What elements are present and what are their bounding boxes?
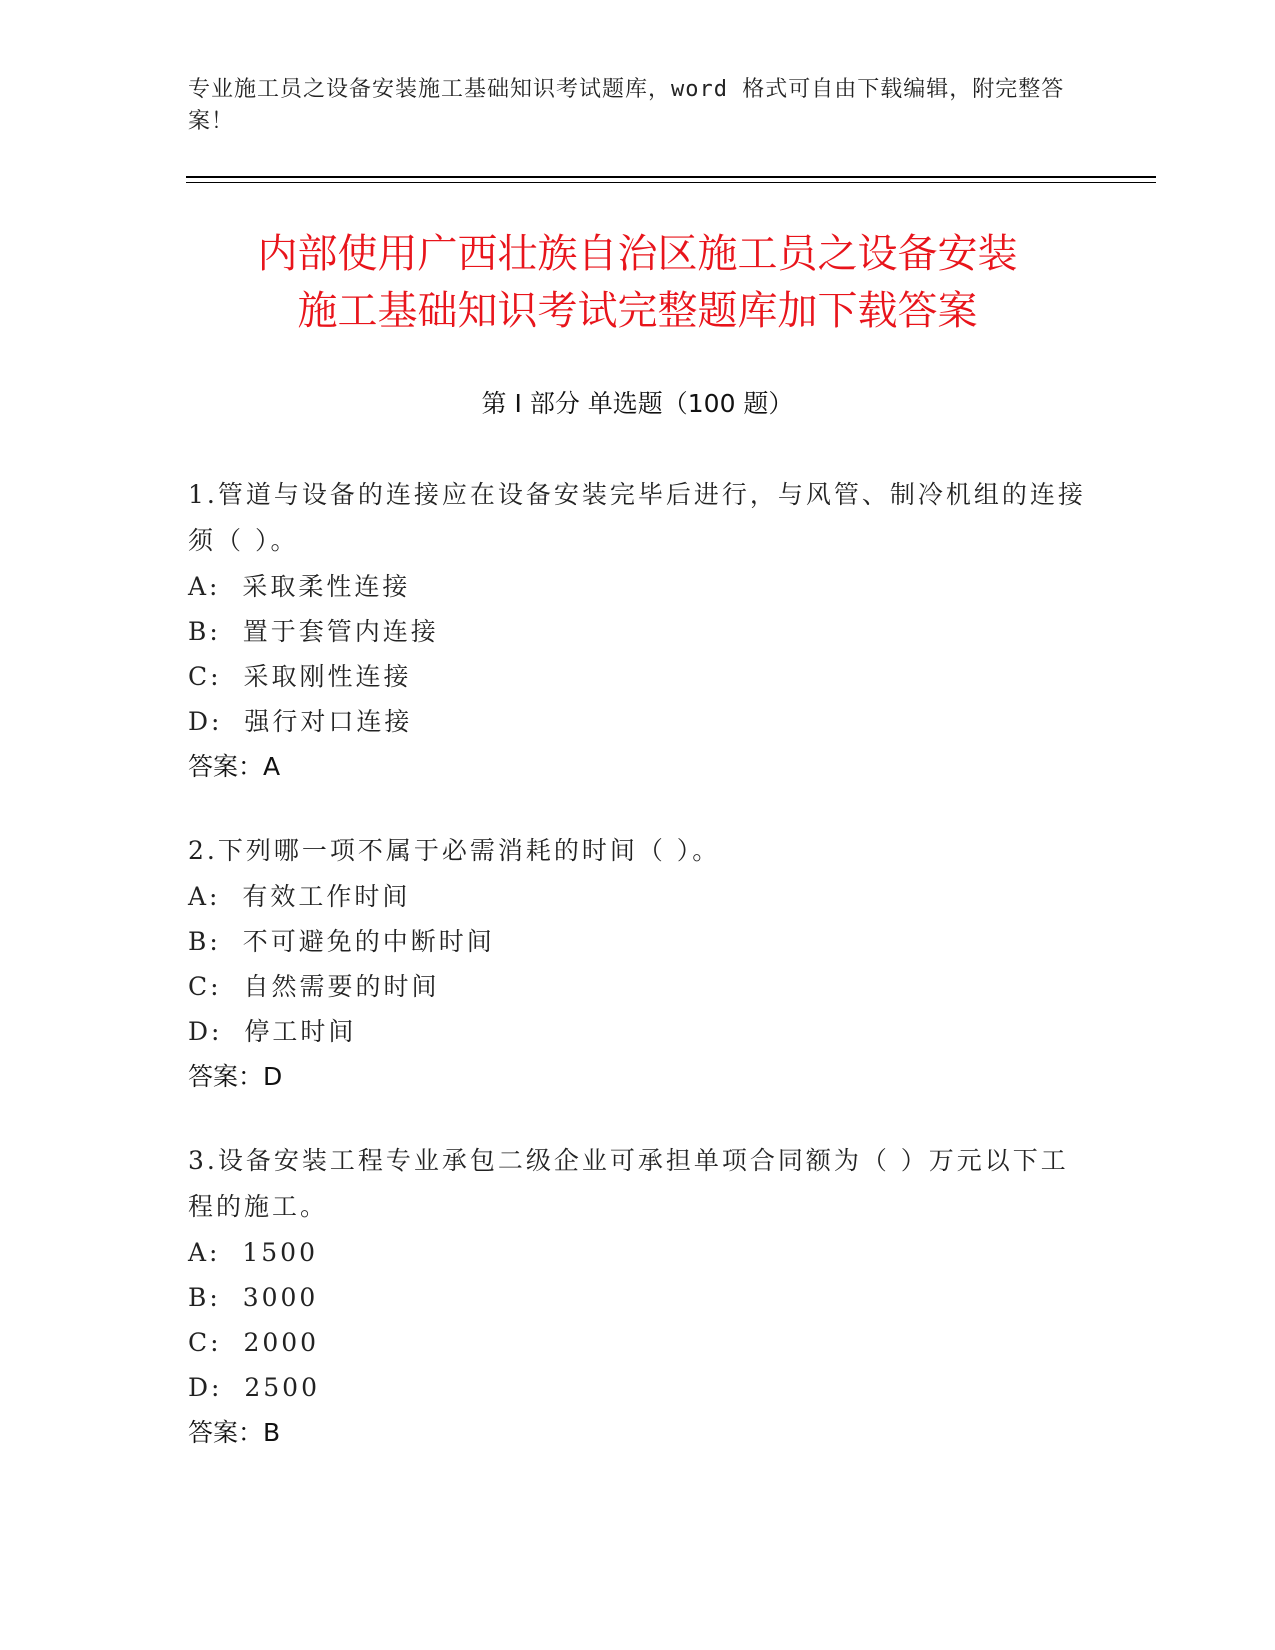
section-heading: 第 I 部分 单选题（100 题） (481, 389, 794, 418)
answer-line: 答案：B (188, 1418, 281, 1447)
option-c: C: 自然需要的时间 (188, 972, 440, 1001)
document-title-line-1: 内部使用广西壮族自治区施工员之设备安装 (257, 231, 1018, 277)
option-d: D: 2500 (188, 1373, 320, 1402)
option-a: A: 采取柔性连接 (188, 572, 411, 601)
option-c: C: 2000 (188, 1328, 320, 1357)
answer-line: 答案：A (188, 752, 281, 781)
option-a: A: 1500 (188, 1238, 318, 1267)
question-list (188, 472, 1088, 1494)
question-stem: 3.设备安装工程专业承包二级企业可承担单项合同额为（ ）万元以下工程的施工。 (188, 1146, 1069, 1221)
answer-line: 答案：D (188, 1062, 283, 1091)
option-d: D: 停工时间 (188, 1017, 357, 1046)
question-3 (188, 1138, 1088, 1456)
header-rule-thin (186, 182, 1156, 183)
option-b: B: 3000 (188, 1283, 319, 1312)
header-note: 专业施工员之设备安装施工基础知识考试题库，word 格式可自由下载编辑，附完整答案！ (188, 77, 1065, 134)
option-b: B: 不可避免的中断时间 (188, 927, 495, 956)
question-stem: 1.管道与设备的连接应在设备安装完毕后进行，与风管、制冷机组的连接须（ ）。 (188, 480, 1086, 555)
header-rule-thick (186, 176, 1156, 178)
document-title-line-2: 施工基础知识考试完整题库加下载答案 (297, 288, 978, 334)
option-a: A: 有效工作时间 (188, 882, 411, 911)
question-1 (188, 472, 1088, 790)
document-title (150, 226, 1125, 340)
option-b: B: 置于套管内连接 (188, 617, 439, 646)
option-c: C: 采取刚性连接 (188, 662, 412, 691)
option-d: D: 强行对口连接 (188, 707, 413, 736)
question-2 (188, 828, 1088, 1100)
question-stem: 2.下列哪一项不属于必需消耗的时间（ ）。 (188, 836, 721, 865)
